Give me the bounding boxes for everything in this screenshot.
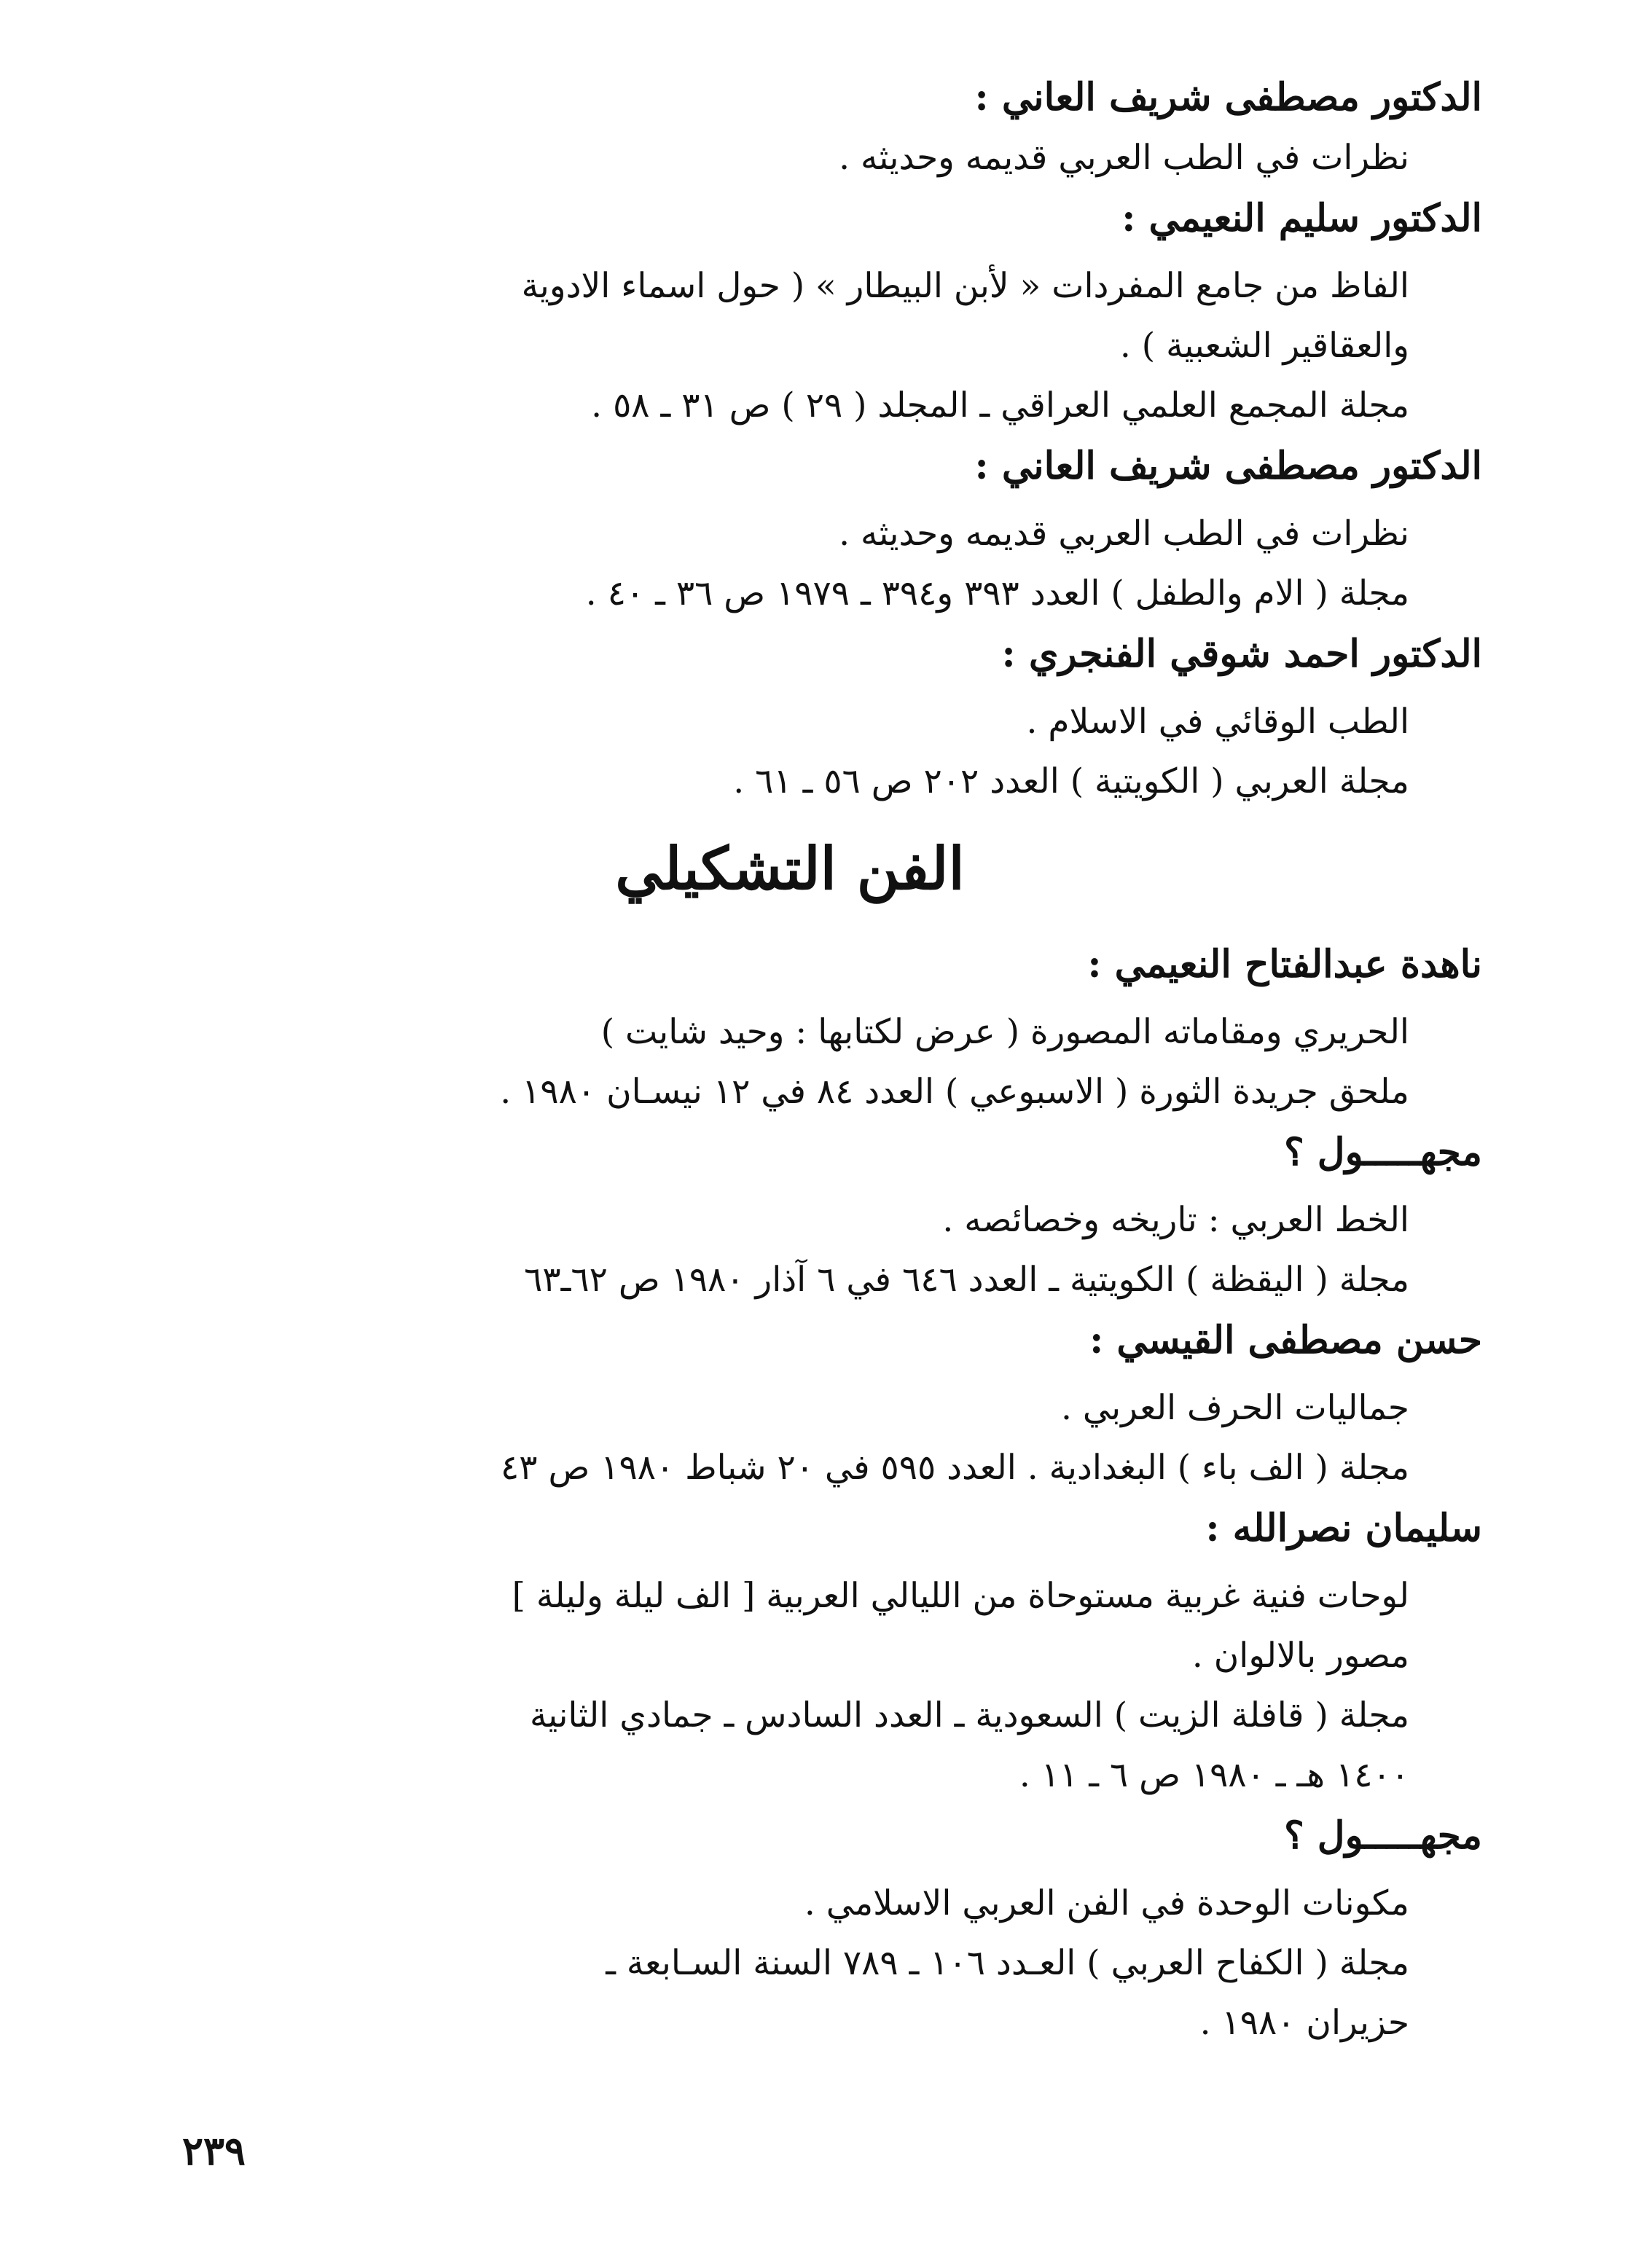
entry-line: الحريري ومقاماته المصورة ( عرض لكتابها : وحيد شايت ) [600,1012,1409,1052]
entry-author: ناهدة عبدالفتاح النعيمي : [1087,942,1482,986]
bibliography-entry [171,934,1482,1122]
entry-line: مجلة ( الام والطفل ) العدد ٣٩٣ و٣٩٤ ـ ١٩٧٩ ص ٣٦ ـ ٤٠ . [585,573,1409,613]
entry-line: ملحق جريدة الثورة ( الاسبوعي ) العدد ٨٤ في ١٢ نيسـان ١٩٨٠ . [500,1072,1409,1112]
bibliography-entry [171,1310,1482,1498]
entry-line: الفاظ من جامع المفردات « لأبن البيطار » ( حول اسماء الادوية [521,266,1409,306]
entry-line: مجلة المجمع العلمي العراقي ـ المجلد ( ٢٩ ) ص ٣١ ـ ٥٨ . [591,385,1409,425]
section-title: الفن التشكيلي [615,834,965,903]
entry-author: حسن مصطفى القيسي : [1089,1318,1482,1362]
entry-line: مجلة ( الكفاح العربي ) العـدد ١٠٦ ـ ٧٨٩ السنة السـابعة ـ [606,1943,1409,1983]
entry-author: الدكتور سليم النعيمي : [1121,196,1482,240]
bibliography-entry [171,67,1482,188]
entry-author: الدكتور مصطفى شريف العاني : [974,444,1482,488]
entry-line: لوحات فنية غربية مستوحاة من الليالي العربية [ الف ليلة وليلة ] [512,1576,1409,1616]
entry-author: مجهـــــول ؟ [1284,1130,1482,1174]
entry-line: حزيران ١٩٨٠ . [1199,2003,1409,2043]
entry-line: الطب الوقائي في الاسلام . [1026,702,1409,742]
entry-line: مجلة ( اليقظة ) الكويتية ـ العدد ٦٤٦ في ٦ آذار ١٩٨٠ ص ٦٢ـ٦٣ [524,1260,1409,1300]
entry-line: نظرات في الطب العربي قديمه وحديثه . [839,514,1409,554]
entry-line: مجلة العربي ( الكويتية ) العدد ٢٠٢ ص ٥٦ ـ ٦١ . [733,761,1409,801]
entry-line: نظرات في الطب العربي قديمه وحديثه . [839,138,1409,178]
entry-author: الدكتور احمد شوقي الفنجري : [1001,632,1482,676]
entry-author: سليمان نصرالله : [1205,1506,1482,1550]
entry-line: الخط العربي : تاريخه وخصائصه . [942,1200,1409,1240]
bibliography-entry [171,188,1482,436]
entry-author: مجهـــــول ؟ [1284,1813,1482,1858]
entry-line: مجلة ( الف باء ) البغدادية . العدد ٥٩٥ في ٢٠ شباط ١٩٨٠ ص ٤٣ [501,1448,1409,1488]
page-number: ٢٣٩ [182,2127,246,2174]
bibliography-entry [171,1498,1482,1805]
bibliography-entry [171,1805,1482,2053]
entry-line: مجلة ( قافلة الزيت ) السعودية ـ العدد السادس ـ جمادي الثانية [529,1695,1409,1735]
entry-author: الدكتور مصطفى شريف العاني : [974,75,1482,119]
bibliography-entry [171,1122,1482,1310]
entry-line: والعقاقير الشعبية ) . [1119,326,1409,366]
bibliography-entry [171,436,1482,624]
entry-line: مصور بالالوان . [1191,1636,1409,1676]
entry-line: جماليات الحرف العربي . [1061,1388,1409,1428]
bibliography-entry [171,624,1482,812]
bibliography-content [171,67,1482,2053]
entry-line: مكونات الوحدة في الفن العربي الاسلامي . [804,1883,1409,1923]
entry-line: ١٤٠٠ هـ ـ ١٩٨٠ ص ٦ ـ ١١ . [1019,1755,1409,1795]
